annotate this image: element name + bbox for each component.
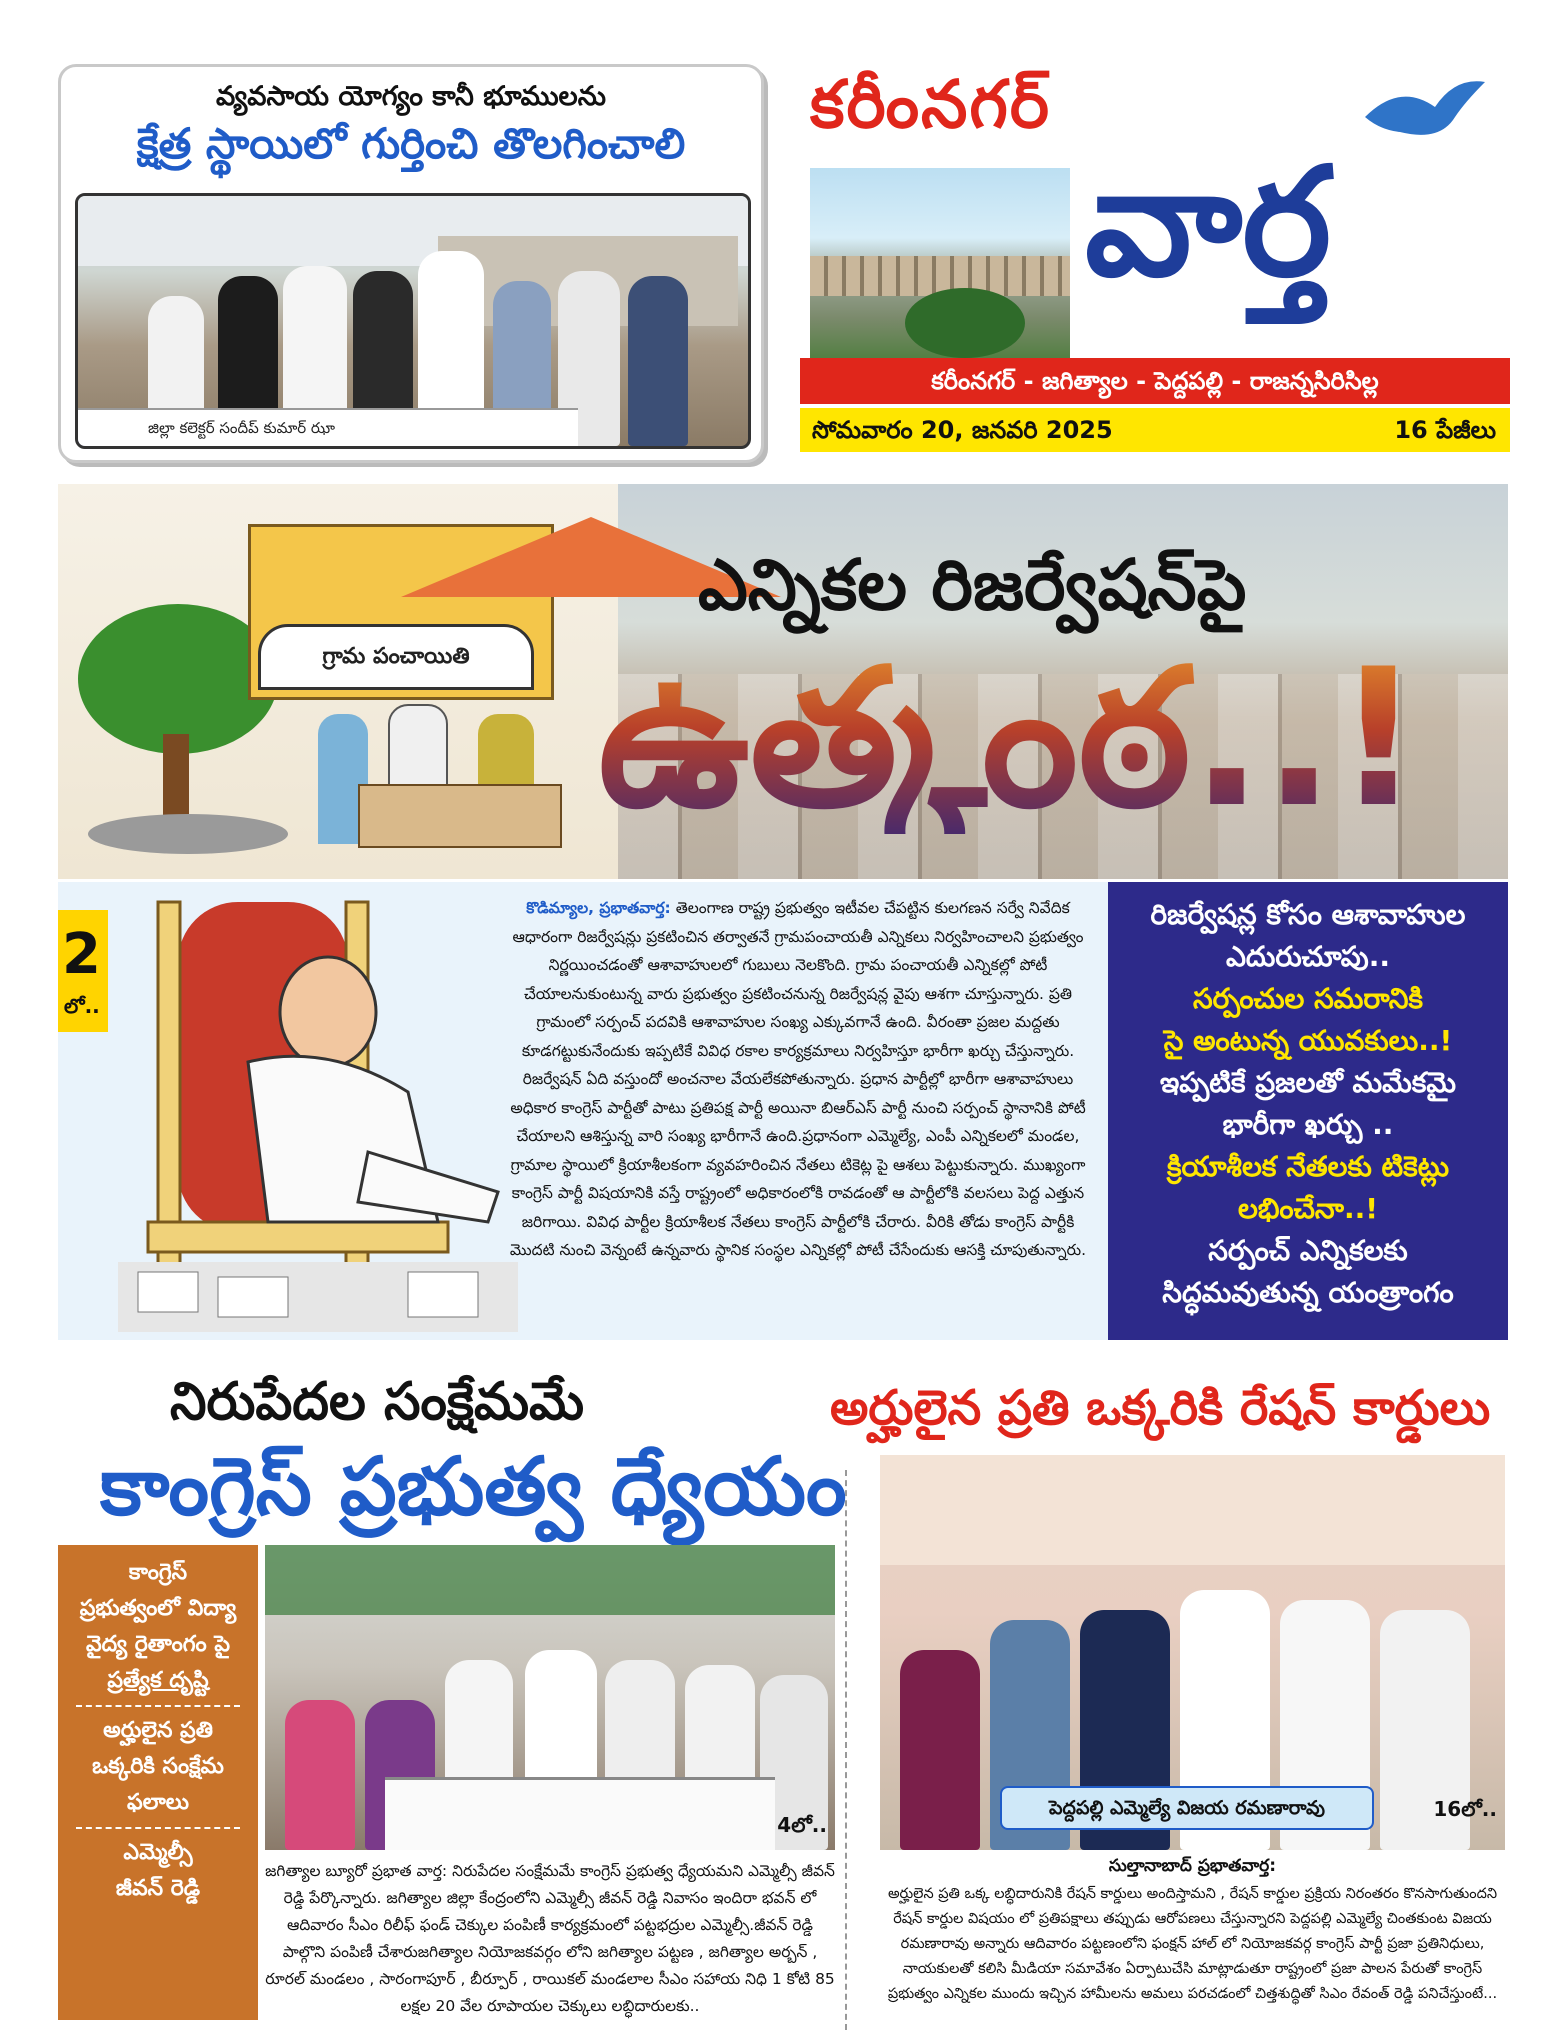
page-ref-badge[interactable] (58, 910, 108, 1032)
bl-side-line: అర్హులైన ప్రతి (103, 1718, 213, 1743)
br-photo-caption: పెద్దపల్లి ఎమ్మెల్యే విజయ రమణారావు (1000, 1786, 1374, 1830)
hero-headline-1: ఎన్నికల రిజర్వేషన్‌పై (698, 544, 1247, 626)
br-page-ref[interactable]: 16లో.. (1433, 1797, 1497, 1821)
story-text: తెలంగాణ రాష్ట్ర ప్రభుత్వం ఇటీవల చేపట్టిన కులగణన సర్వే నివేదిక ఆధారంగా రిజర్వేషన్లు ప్రకటించిన తర్వాతనే గ్రామపంచాయతీ ఎన్నికలు నిర్వహించాలని ప్రభుత్వం నిర్ణయించడంతో ఆశావాహులలో గుబులు నెలకొంది. గ్రామ పంచాయతీ ఎన్నికల్లో పోటీ చేయాలనుకుంటున్న వారు ప్రభుత్వం ప్రకటించనున్న రిజర్వేషన్ల వైపు ఆశగా చూస్తున్నారు. ప్రతి గ్రామంలో సర్పంచ్ పదవికి ఆశావాహుల సంఖ్య ఎక్కువగానే ఉంది. వీరంతా ప్రజల మద్దతు కూడగట్టుకునేందుకు ఇప్పటికే వివిధ రకాల కార్యక్రమాలు నిర్వహిస్తూ భారీగా ఖర్చు చేస్తున్నారు. రిజర్వేషన్ ఏది వస్తుందో అంచనాల వేయలేకపోతున్నారు. ప్రధాన పార్టీల్లో భారీగా ఆశావాహులు అధికార కాంగ్రెస్ పార్టీతో పాటు ప్రతిపక్ష పార్టీ అయినా బిఆర్ఎస్ పార్టీ నుంచి సర్పంచ్ స్థానానికి పోటీ చేయాలని ఆశిస్తున్న వారి సంఖ్య భారీగానే ఉంది.ప్రధానంగా ఎమ్మెల్యే, ఎంపీ ఎన్నికలలో మండల, గ్రామాల స్థాయిలో క్రియాశీలకంగా వ్యవహరించిన నేతలు టికెట్ల పై ఆశలు పెట్టుకున్నారు. ముఖ్యంగా కాంగ్రెస్ పార్టీ విషయానికి వస్తే రాష్ట్రంలో అధికారంలోకి రావడంతో ఆ పార్టీలోకి వలసలు పెద్ద ఎత్తున జరిగాయి. వివిధ పార్టీల క్రియాశీలక నేతలు కాంగ్రెస్ పార్టీలోకి చేరారు. వీరికి తోడు కాంగ్రెస్ పార్టీకి మొదటి నుంచి వెన్నంటే ఉన్నవారు స్థానిక సంస్థల ఎన్నికల్లో పోటీ చేసేందుకు ఆసక్తి చూపుతున్నారు. (509, 899, 1087, 1259)
highlight-line: సర్పంచుల సమరానికి (1192, 982, 1424, 1015)
masthead-title-main: వార్త (1085, 136, 1332, 310)
page-ref-number: 2 (62, 922, 101, 987)
highlight-line: రిజర్వేషన్ల కోసం ఆశావాహుల (1150, 898, 1466, 931)
main-story[interactable] (58, 882, 1108, 1340)
teaser-box[interactable] (58, 64, 764, 463)
page-ref-suffix: లో.. (64, 994, 100, 1018)
bl-side-line: జీవన్ రెడ్డి (115, 1876, 201, 1901)
press-meet-photo (265, 1545, 835, 1850)
masthead-regions: కరీంనగర్ - జగిత్యాల - పెద్దపల్లి - రాజన్నసిరిసిల్ల (800, 358, 1510, 404)
date-bar (800, 408, 1510, 452)
bl-headline-1: నిరుపేదల సంక్షేమమే (170, 1372, 585, 1432)
dove-logo-icon (1360, 72, 1490, 152)
bl-side-line: ఒక్కరికి సంక్షేమ (92, 1754, 224, 1779)
masthead (800, 58, 1510, 458)
page-count: 16 పేజీలు (1394, 416, 1496, 444)
issue-date: సోమవారం 20, జనవరి 2025 (812, 416, 1113, 444)
dam-photo (810, 168, 1070, 368)
highlight-line: సై అంటున్న యువకులు..! (1163, 1024, 1453, 1057)
bl-side-line: ప్రభుత్వంలో విద్యా (79, 1596, 237, 1621)
br-headline[interactable]: అర్హులైన ప్రతి ఒక్కరికి రేషన్ కార్డులు (830, 1380, 1491, 1436)
hero-banner[interactable] (58, 484, 1508, 879)
bl-side-line: వైద్య రైతాంగం పై (85, 1632, 231, 1657)
masthead-title-top: కరీంనగర్ (810, 66, 1051, 143)
hero-headline-2: ఉత్కంఠ..! (598, 628, 1422, 849)
highlight-line: క్రియాశీలక నేతలకు టికెట్లు (1166, 1150, 1450, 1183)
bl-headline-2[interactable]: కాంగ్రెస్ ప్రభుత్వ ధ్యేయం (100, 1440, 847, 1533)
highlight-line: సర్పంచ్ ఎన్నికలకు (1208, 1234, 1408, 1267)
highlight-line: భారీగా ఖర్చు .. (1222, 1108, 1394, 1141)
panchayat-illustration (58, 484, 618, 879)
bl-side-line: కాంగ్రెస్ (128, 1560, 188, 1585)
story-body (498, 894, 1098, 1265)
highlight-line: ఎదురుచూపు.. (1226, 940, 1390, 973)
cartoon-leader-on-chair (118, 892, 518, 1332)
bl-story-body: జగిత్యాల బ్యూరో ప్రభాత వార్త: నిరుపేదల సంక్షేమమే కాంగ్రెస్ ప్రభుత్వ ధ్యేయమని ఎమ్మెల్సీ జీవన్ రెడ్డి పేర్కొన్నారు. జగిత్యాల జిల్లా కేంద్రంలోని ఎమ్మెల్సీ జీవన్ రెడ్డి నివాసం ఇందిరా భవన్ లో ఆదివారం సీఎం రిలీఫ్ ఫండ్ చెక్కుల పంపిణీ కార్యక్రమంలో పట్టభద్రుల ఎమ్మెల్సీ.జీవన్ రెడ్డి పాల్గొని పంపిణీ చేశారుజగిత్యాల నియోజకవర్గం లోని జగిత్యాల పట్టణ , జగిత్యాల అర్బన్ , రూరల్ మండలం , సారంగాపూర్ , బీర్పూర్ , రాయికల్ మండలాల సీఎం సహాయ నిధి 1 కోటి 85 లక్షల 20 వేల రూపాయల చెక్కులు లబ్ధిదారులకు.. (265, 1862, 835, 2015)
teaser-headline: క్షేత్ర స్థాయిలో గుర్తించి తొలగించాలి (136, 119, 686, 168)
br-story-body: అర్హులైన ప్రతి ఒక్క లబ్ధిదారునికి రేషన్ కార్డులు అందిస్తామని , రేషన్ కార్డుల ప్రక్రియ నిరంతరం కొనసాగుతుందని రేషన్ కార్డుల విషయం లో ప్రతిపక్షాలు తప్పుడు ఆరోపణలు చేస్తున్నారని పెద్దపల్లి ఎమ్మెల్యే చింతకుంట విజయ రమణారావు అన్నారు ఆదివారం పట్టణంలోని ఫంక్షన్ హాల్ లో నియోజకవర్గ కాంగ్రెస్ పార్టీ ప్రజా ప్రతినిధులు, నాయకులతో కలిసి మీడియా సమావేశం ఏర్పాటుచేసి మాట్లాడుతూ రాష్ట్రంలో ప్రజా పాలన పేరుతో కాంగ్రెస్ ప్రభుత్వం ఎన్నికల ముందు ఇచ్చిన హామీలను అమలు పరచడంలో చిత్తశుద్ధితో సిఎం రేవంత్ రెడ్డి పనిచేస్తుంటే... (887, 1886, 1498, 2002)
br-dateline: సుల్తానాబాద్ ప్రభాతవార్త: (1108, 1856, 1277, 1876)
ration-card-meeting-photo (880, 1455, 1505, 1850)
highlight-line: సిద్ధమవుతున్న యంత్రాంగం (1162, 1276, 1454, 1309)
column-divider (845, 1470, 847, 2030)
bl-side-line: ప్రత్యేక దృష్టి (107, 1668, 209, 1693)
highlights-panel (1108, 882, 1508, 1340)
divider (76, 1827, 240, 1829)
highlight-line: లభించేనా..! (1237, 1192, 1379, 1225)
teaser-subhead: వ్యవసాయ యోగ్యం కానీ భూములను (216, 81, 606, 112)
bl-page-ref[interactable]: 4లో.. (777, 1813, 827, 1837)
bl-side-line: ఫలాలు (127, 1790, 189, 1815)
teaser-caption: జిల్లా కలెక్టర్ సందీప్ కుమార్ ఝా (78, 408, 578, 446)
divider (76, 1705, 240, 1707)
teaser-photo (75, 193, 751, 449)
panchayat-sign: గ్రామ పంచాయితి (258, 624, 534, 690)
highlight-line: ఇప్పటికే ప్రజలతో మమేకమై (1159, 1066, 1457, 1099)
story-dateline: కొడిమ్యాల, ప్రభాతవార్త: (526, 899, 671, 917)
bl-highlights (58, 1545, 258, 2020)
bl-side-line: ఎమ్మెల్సీ (123, 1840, 193, 1865)
